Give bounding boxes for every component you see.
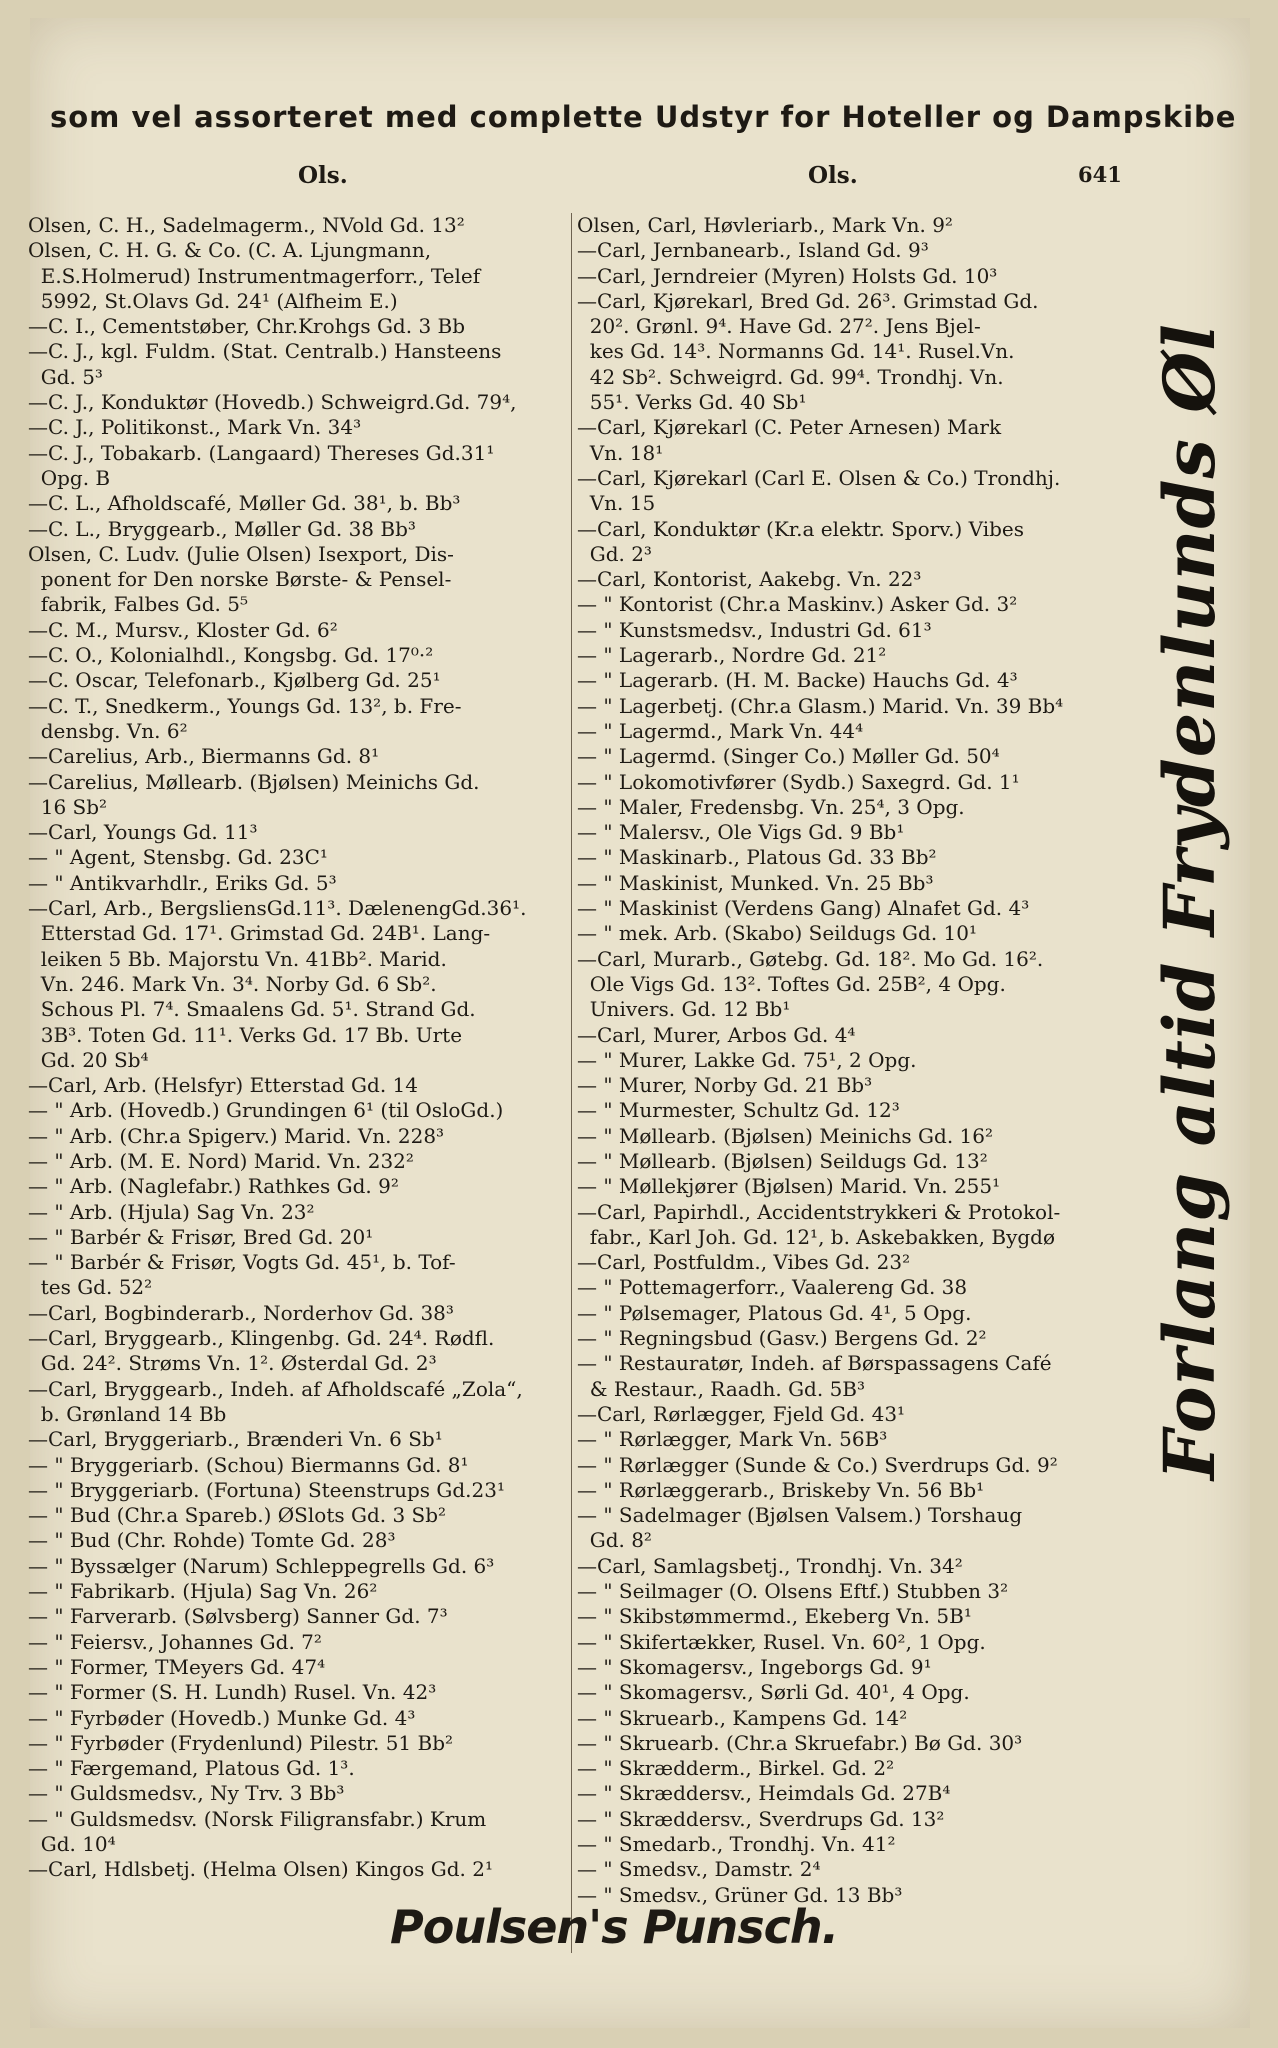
directory-entry: — " Fabrikarb. (Hjula) Sag Vn. 26² bbox=[28, 1579, 378, 1604]
footer-advertisement: Poulsen's Punsch. bbox=[390, 1900, 839, 1954]
directory-entry: —Carl, Bryggearb., Klingenbg. Gd. 24⁴. Rødfl. bbox=[28, 1326, 495, 1351]
directory-entry: Olsen, C. Ludv. (Julie Olsen) Isexport, Dis- bbox=[28, 541, 454, 566]
directory-entry: — " Former, TMeyers Gd. 47⁴ bbox=[28, 1654, 326, 1679]
directory-entry: 16 Sb² bbox=[28, 794, 108, 819]
directory-entry: Schous Pl. 7⁴. Smaalens Gd. 5¹. Strand Gd. bbox=[28, 997, 476, 1022]
directory-entry: —Carl, Bryggearb., Indeh. af Afholdscafé „Zola“, bbox=[28, 1376, 523, 1401]
directory-entry: Opg. B bbox=[28, 465, 111, 490]
directory-entry: —Carl, Youngs Gd. 11³ bbox=[28, 820, 258, 845]
directory-entry: E.S.Holmerud) Instrumentmagerforr., Telef bbox=[28, 263, 481, 288]
directory-entry: —Carl, Murarb., Gøtebg. Gd. 18². Mo Gd. 16². bbox=[577, 946, 1044, 971]
directory-entry: —Carl, Konduktør (Kr.a elektr. Sporv.) Vibes bbox=[577, 516, 1025, 541]
directory-entry: — " Antikvarhdlr., Eriks Gd. 5³ bbox=[28, 870, 337, 895]
directory-entry: — " Fyrbøder (Frydenlund) Pilestr. 51 Bb² bbox=[28, 1730, 454, 1755]
directory-entry: — " Skruearb. (Chr.a Skruefabr.) Bø Gd. 30³ bbox=[577, 1730, 1023, 1755]
directory-entry: — " Smedsv., Damstr. 2⁴ bbox=[577, 1857, 821, 1882]
directory-entry: 5992, St.Olavs Gd. 24¹ (Alfheim E.) bbox=[28, 288, 398, 313]
directory-entry: —Carl, Papirhdl., Accidentstrykkeri & Protokol- bbox=[577, 1199, 1061, 1224]
directory-entry: — " Lagermd. (Singer Co.) Møller Gd. 50⁴ bbox=[577, 744, 1000, 769]
directory-entry: —C. M., Mursv., Kloster Gd. 6² bbox=[28, 617, 338, 642]
page-number: 641 bbox=[1078, 162, 1122, 187]
directory-entry: —Carl, Jernbanearb., Island Gd. 9³ bbox=[577, 238, 929, 263]
column-divider bbox=[571, 213, 572, 1953]
running-header-left: Ols. bbox=[298, 162, 348, 189]
directory-entry: kes Gd. 14³. Normanns Gd. 14¹. Rusel.Vn. bbox=[577, 339, 1015, 364]
directory-entry: — " Guldsmedsv., Ny Trv. 3 Bb³ bbox=[28, 1781, 345, 1806]
directory-entry: — " Rørlæggerarb., Briskeby Vn. 56 Bb¹ bbox=[577, 1477, 985, 1502]
directory-entry: — " Skræddersv., Heimdals Gd. 27B⁴ bbox=[577, 1781, 951, 1806]
vertical-advertisement: Forlang altid Frydenlunds Øl bbox=[1148, 323, 1231, 1480]
directory-entry: — " Skomagersv., Ingeborgs Gd. 9¹ bbox=[577, 1654, 932, 1679]
directory-entry: —Carl, Samlagsbetj., Trondhj. Vn. 34² bbox=[577, 1553, 963, 1578]
directory-entry: fabrik, Falbes Gd. 5⁵ bbox=[28, 592, 248, 617]
directory-entry: —Carelius, Arb., Biermanns Gd. 8¹ bbox=[28, 744, 380, 769]
directory-entry: ponent for Den norske Børste- & Pensel- bbox=[28, 567, 452, 592]
directory-entry: — " Smedarb., Trondhj. Vn. 41² bbox=[577, 1832, 896, 1856]
directory-entry: — " Maskinist (Verdens Gang) Alnafet Gd. 4³ bbox=[577, 896, 1030, 921]
directory-entry: — " Regningsbud (Gasv.) Bergens Gd. 2² bbox=[577, 1326, 987, 1351]
directory-entry: Gd. 24². Strøms Vn. 1². Østerdal Gd. 2³ bbox=[28, 1351, 437, 1376]
directory-entry: —C. J., Tobakarb. (Langaard) Thereses Gd.31¹ bbox=[28, 440, 495, 465]
directory-entry: Vn. 15 bbox=[577, 491, 656, 516]
directory-entry: — " Færgemand, Platous Gd. 1³. bbox=[28, 1756, 355, 1781]
directory-entry: —Carl, Kjørekarl, Bred Gd. 26³. Grimstad Gd. bbox=[577, 288, 1039, 313]
left-column bbox=[28, 213, 568, 1883]
directory-entry: —Carl, Kontorist, Aakebg. Vn. 22³ bbox=[577, 567, 922, 592]
directory-entry: —C. O., Kolonialhdl., Kongsbg. Gd. 17⁰·² bbox=[28, 643, 434, 668]
directory-entry: — " Pølsemager, Platous Gd. 4¹, 5 Opg. bbox=[577, 1300, 972, 1325]
directory-entry: —Carl, Murer, Arbos Gd. 4⁴ bbox=[577, 1022, 856, 1047]
directory-entry: — " Bud (Chr.a Spareb.) ØSlots Gd. 3 Sb² bbox=[28, 1503, 447, 1528]
directory-entry: —C. I., Cementstøber, Chr.Krohgs Gd. 3 Bb bbox=[28, 314, 466, 339]
directory-entry: —C. L., Afholdscafé, Møller Gd. 38¹, b. Bb³ bbox=[28, 491, 461, 516]
directory-entry: b. Grønland 14 Bb bbox=[28, 1401, 227, 1426]
directory-entry: — " Kontorist (Chr.a Maskinv.) Asker Gd. 3² bbox=[577, 592, 1018, 617]
directory-entry: — " Smedsv., Grüner Gd. 13 Bb³ bbox=[577, 1882, 903, 1907]
directory-entry: — " Møllearb. (Bjølsen) Seildugs Gd. 13² bbox=[577, 1148, 988, 1173]
directory-entry: —C. J., kgl. Fuldm. (Stat. Centralb.) Hansteens bbox=[28, 339, 502, 364]
directory-entry: —Carl, Kjørekarl (Carl E. Olsen & Co.) Trondhj. bbox=[577, 465, 1061, 490]
directory-entry: — " Former (S. H. Lundh) Rusel. Vn. 42³ bbox=[28, 1680, 437, 1705]
directory-entry: — " Murmester, Schultz Gd. 12³ bbox=[577, 1098, 900, 1123]
directory-entry: — " Skifertækker, Rusel. Vn. 60², 1 Opg. bbox=[577, 1629, 986, 1654]
right-column bbox=[577, 213, 1117, 1908]
directory-entry: —Carelius, Møllearb. (Bjølsen) Meinichs Gd. bbox=[28, 769, 480, 794]
directory-entry: — " Murer, Norby Gd. 21 Bb³ bbox=[577, 1073, 873, 1098]
directory-entry: — " Seilmager (O. Olsens Eftf.) Stubben 3² bbox=[577, 1579, 1009, 1604]
directory-entry: —Carl, Jerndreier (Myren) Holsts Gd. 10³ bbox=[577, 263, 998, 288]
directory-entry: — " Lokomotivfører (Sydb.) Saxegrd. Gd. 1¹ bbox=[577, 769, 1020, 794]
directory-entry: — " Maskinist, Munked. Vn. 25 Bb³ bbox=[577, 870, 934, 895]
directory-entry: — " Bud (Chr. Rohde) Tomte Gd. 28³ bbox=[28, 1528, 396, 1553]
directory-entry: Gd. 10⁴ bbox=[28, 1832, 116, 1856]
directory-entry: 55¹. Verks Gd. 40 Sb¹ bbox=[577, 390, 807, 415]
directory-entry: —Carl, Arb. (Helsfyr) Etterstad Gd. 14 bbox=[28, 1073, 418, 1098]
directory-entry: — " Møllearb. (Bjølsen) Meinichs Gd. 16² bbox=[577, 1123, 993, 1148]
directory-entry: tes Gd. 52² bbox=[28, 1275, 153, 1300]
directory-entry: Vn. 246. Mark Vn. 3⁴. Norby Gd. 6 Sb². bbox=[28, 971, 437, 996]
directory-entry: fabr., Karl Joh. Gd. 12¹, b. Askebakken, Bygdø bbox=[577, 1224, 1056, 1249]
top-banner: som vel assorteret med complette Udstyr for Hoteller og Dampskibe bbox=[50, 100, 1237, 134]
directory-entry: Gd. 20 Sb⁴ bbox=[28, 1047, 149, 1072]
directory-entry: —Carl, Rørlægger, Fjeld Gd. 43¹ bbox=[577, 1401, 906, 1426]
directory-entry: —Carl, Bogbinderarb., Norderhov Gd. 38³ bbox=[28, 1300, 454, 1325]
directory-entry: — " Arb. (Chr.a Spigerv.) Marid. Vn. 228³ bbox=[28, 1123, 445, 1148]
directory-entry: — " Maskinarb., Platous Gd. 33 Bb² bbox=[577, 845, 937, 870]
directory-entry: — " Arb. (Hovedb.) Grundingen 6¹ (til OsloGd.) bbox=[28, 1098, 504, 1123]
directory-entry: — " Murer, Lakke Gd. 75¹, 2 Opg. bbox=[577, 1047, 917, 1072]
directory-entry: — " Lagerarb. (H. M. Backe) Hauchs Gd. 4³ bbox=[577, 668, 1018, 693]
directory-entry: — " Skruearb., Kampens Gd. 14² bbox=[577, 1705, 908, 1730]
directory-entry: —Carl, Bryggeriarb., Brænderi Vn. 6 Sb¹ bbox=[28, 1427, 443, 1452]
directory-entry: —C. L., Bryggearb., Møller Gd. 38 Bb³ bbox=[28, 516, 416, 541]
directory-entry: — " Skrædderm., Birkel. Gd. 2² bbox=[577, 1756, 895, 1781]
directory-entry: —Carl, Arb., BergsliensGd.11³. DælenengGd.36¹. bbox=[28, 896, 527, 921]
directory-entry: Ole Vigs Gd. 13². Toftes Gd. 25B², 4 Opg. bbox=[577, 971, 1006, 996]
directory-entry: — " Fyrbøder (Hovedb.) Munke Gd. 4³ bbox=[28, 1705, 416, 1730]
directory-entry: — " Arb. (Naglefabr.) Rathkes Gd. 9² bbox=[28, 1174, 399, 1199]
directory-entry: — " Byssælger (Narum) Schleppegrells Gd. 6³ bbox=[28, 1553, 495, 1578]
directory-entry: leiken 5 Bb. Majorstu Vn. 41Bb². Marid. bbox=[28, 946, 447, 971]
directory-entry: — " Skomagersv., Sørli Gd. 40¹, 4 Opg. bbox=[577, 1680, 970, 1705]
directory-entry: — " Guldsmedsv. (Norsk Filigransfabr.) Krum bbox=[28, 1806, 487, 1831]
directory-entry: Olsen, C. H. G. & Co. (C. A. Ljungmann, bbox=[28, 238, 432, 263]
directory-entry: — " Pottemagerforr., Vaalereng Gd. 38 bbox=[577, 1275, 968, 1300]
directory-entry: — " Agent, Stensbg. Gd. 23C¹ bbox=[28, 845, 328, 870]
directory-entry: —C. T., Snedkerm., Youngs Gd. 13², b. Fre- bbox=[28, 693, 462, 718]
directory-entry: — " Lagerbetj. (Chr.a Glasm.) Marid. Vn. 39 Bb⁴ bbox=[577, 693, 1064, 718]
directory-entry: — " Rørlægger (Sunde & Co.) Sverdrups Gd. 9² bbox=[577, 1452, 1058, 1477]
directory-entry: Vn. 18¹ bbox=[577, 440, 664, 465]
directory-entry: 3B³. Toten Gd. 11¹. Verks Gd. 17 Bb. Urte bbox=[28, 1022, 463, 1047]
directory-entry: —C. J., Konduktør (Hovedb.) Schweigrd.Gd. 79⁴, bbox=[28, 390, 517, 415]
directory-entry: — " Farverarb. (Sølvsberg) Sanner Gd. 7³ bbox=[28, 1604, 448, 1629]
directory-entry: — " Lagerarb., Nordre Gd. 21² bbox=[577, 643, 887, 668]
directory-entry: — " Bryggeriarb. (Fortuna) Steenstrups Gd.23¹ bbox=[28, 1477, 506, 1502]
directory-entry: — " Skibstømmermd., Ekeberg Vn. 5B¹ bbox=[577, 1604, 972, 1629]
directory-entry: —Carl, Kjørekarl (C. Peter Arnesen) Mark bbox=[577, 415, 1002, 440]
directory-entry: — " Rørlægger, Mark Vn. 56B³ bbox=[577, 1427, 888, 1452]
directory-entry: — " Malersv., Ole Vigs Gd. 9 Bb¹ bbox=[577, 820, 905, 845]
directory-entry: — " Feiersv., Johannes Gd. 7² bbox=[28, 1629, 322, 1654]
directory-entry: Olsen, Carl, Høvleriarb., Mark Vn. 9² bbox=[577, 213, 953, 237]
directory-entry: — " Sadelmager (Bjølsen Valsem.) Torshaug bbox=[577, 1503, 1023, 1528]
directory-entry: Gd. 8² bbox=[577, 1528, 652, 1553]
directory-entry: —C. Oscar, Telefonarb., Kjølberg Gd. 25¹ bbox=[28, 668, 441, 693]
directory-entry: — " Møllekjører (Bjølsen) Marid. Vn. 255¹ bbox=[577, 1174, 1001, 1199]
directory-entry: Etterstad Gd. 17¹. Grimstad Gd. 24B¹. Lang- bbox=[28, 921, 491, 946]
directory-entry: Olsen, C. H., Sadelmagerm., NVold Gd. 13² bbox=[28, 213, 465, 237]
directory-entry: — " Barbér & Frisør, Bred Gd. 20¹ bbox=[28, 1224, 374, 1249]
directory-entry: — " Arb. (Hjula) Sag Vn. 23² bbox=[28, 1199, 315, 1224]
directory-entry: Gd. 5³ bbox=[28, 364, 103, 389]
directory-entry: — " Maler, Fredensbg. Vn. 25⁴, 3 Opg. bbox=[577, 794, 965, 819]
directory-entry: densbg. Vn. 6² bbox=[28, 718, 188, 743]
directory-entry: — " Barbér & Frisør, Vogts Gd. 45¹, b. Tof- bbox=[28, 1250, 456, 1275]
directory-entry: Univers. Gd. 12 Bb¹ bbox=[577, 997, 791, 1022]
running-header-middle: Ols. bbox=[808, 162, 858, 189]
directory-entry: — " Restauratør, Indeh. af Børspassagens Café bbox=[577, 1351, 1052, 1376]
directory-entry: —C. J., Politikonst., Mark Vn. 34³ bbox=[28, 415, 362, 440]
directory-entry: — " Arb. (M. E. Nord) Marid. Vn. 232² bbox=[28, 1148, 414, 1173]
directory-entry: — " Bryggeriarb. (Schou) Biermanns Gd. 8¹ bbox=[28, 1452, 469, 1477]
directory-entry: — " Kunstsmedsv., Industri Gd. 61³ bbox=[577, 617, 932, 642]
directory-entry: — " Lagermd., Mark Vn. 44⁴ bbox=[577, 718, 864, 743]
directory-entry: 20². Grønl. 9⁴. Have Gd. 27². Jens Bjel- bbox=[577, 314, 981, 339]
directory-entry: & Restaur., Raadh. Gd. 5B³ bbox=[577, 1376, 866, 1401]
directory-entry: —Carl, Hdlsbetj. (Helma Olsen) Kingos Gd. 2¹ bbox=[28, 1857, 493, 1882]
directory-entry: — " mek. Arb. (Skabo) Seildugs Gd. 10¹ bbox=[577, 921, 978, 946]
directory-entry: 42 Sb². Schweigrd. Gd. 99⁴. Trondhj. Vn. bbox=[577, 364, 1004, 389]
directory-entry: — " Skræddersv., Sverdrups Gd. 13² bbox=[577, 1806, 945, 1831]
directory-entry: Gd. 2³ bbox=[577, 541, 652, 566]
directory-entry: —Carl, Postfuldm., Vibes Gd. 23² bbox=[577, 1250, 911, 1275]
